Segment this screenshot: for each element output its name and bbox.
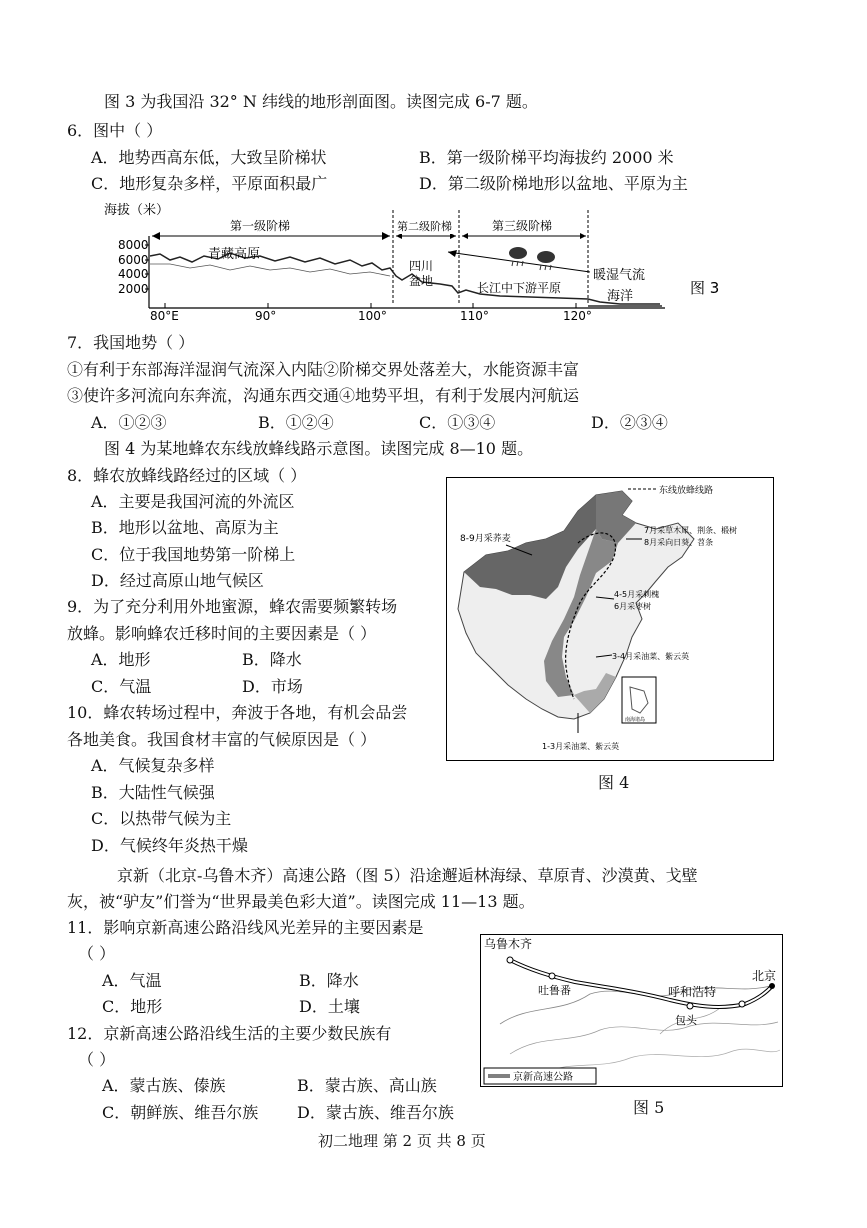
- q10-option-c: C．以热带气候为主: [91, 809, 232, 828]
- fig3-xtick: 80°E: [150, 309, 179, 321]
- fig5-city: 乌鲁木齐: [484, 937, 533, 951]
- fig3-ytick: 8000: [118, 238, 149, 252]
- fig4-label: 3-4月采油菜、紫云英: [612, 652, 690, 661]
- fig3-plateau-label: 青藏高原: [208, 247, 261, 262]
- q9-option-a: A．地形: [91, 650, 151, 669]
- q7-statement-1: ①有利于东部海洋湿润气流深入内陆②阶梯交界处落差大，水能资源丰富: [67, 360, 580, 379]
- q10-stem-line2: 各地美食。我国食材丰富的气候原因是（ ）: [67, 730, 377, 749]
- q7-option-c: C．①③④: [419, 413, 496, 432]
- figure-4-map: [446, 477, 774, 762]
- q11-paren: （ ）: [78, 944, 116, 963]
- fig3-step3-label: 第三级阶梯: [492, 219, 553, 233]
- q9-stem-line1: 9．为了充分利用外地蜜源，蜂农需要频繁转场: [67, 597, 398, 616]
- q12-option-a: A．蒙古族、傣族: [102, 1076, 226, 1095]
- intro-fig4: 图 4 为某地蜂农东线放蜂线路示意图。读图完成 8—10 题。: [104, 439, 534, 458]
- q8-option-b: B．地形以盆地、高原为主: [91, 518, 279, 537]
- q9-option-c: C．气温: [91, 677, 152, 696]
- fig4-label: 6月采枣树: [614, 602, 652, 611]
- fig3-caption: 图 3: [690, 279, 720, 297]
- q6-option-b: B．第一级阶梯平均海拔约 2000 米: [419, 148, 674, 167]
- q9-stem-line2: 放蜂。影响蜂农迁移时间的主要因素是（ ）: [67, 624, 377, 643]
- q7-option-a: A．①②③: [91, 413, 167, 432]
- fig3-xtick: 100°: [358, 309, 387, 321]
- figure-5-map: [480, 934, 784, 1088]
- fig5-city: 北京: [752, 969, 777, 983]
- fig3-airflow-label: 暖湿气流: [593, 268, 646, 283]
- fig4-legend: 东线放蜂线路: [659, 486, 714, 496]
- q7-option-b: B．①②④: [258, 413, 334, 432]
- fig3-ytick: 4000: [118, 267, 149, 281]
- q11-option-c: C．地形: [102, 997, 163, 1016]
- q6-stem: 6．图中（ ）: [67, 121, 163, 140]
- fig3-ytick: 6000: [118, 253, 149, 267]
- fig3-xtick: 120°: [563, 309, 592, 321]
- q7-stem: 7．我国地势（ ）: [67, 333, 195, 352]
- q12-stem: 12．京新高速公路沿线生活的主要少数民族有: [67, 1024, 392, 1043]
- fig3-plain-label: 长江中下游平原: [477, 281, 562, 295]
- fig3-xtick: 90°: [255, 309, 277, 321]
- q10-option-b: B．大陆性气候强: [91, 783, 215, 802]
- q7-option-d: D．②③④: [591, 413, 668, 432]
- q6-option-d: D．第二级阶梯地形以盆地、平原为主: [419, 174, 688, 193]
- fig4-label: 1-3月采油菜、紫云英: [542, 742, 620, 751]
- q8-option-d: D．经过高原山地气候区: [91, 571, 264, 590]
- q6-option-c: C．地形复杂多样，平原面积最广: [91, 174, 328, 193]
- fig3-ytick: 2000: [118, 282, 149, 296]
- q10-option-d: D．气候终年炎热干燥: [91, 836, 248, 855]
- q6-option-a: A．地势西高东低，大致呈阶梯状: [91, 148, 327, 167]
- fig3-step1-label: 第一级阶梯: [230, 219, 291, 233]
- intro-fig3: 图 3 为我国沿 32° N 纬线的地形剖面图。读图完成 6-7 题。: [104, 92, 538, 111]
- fig4-label: 8月采向日葵、苕条: [644, 538, 714, 547]
- intro-fig5-line2: 灰，被“驴友”们誉为“世界最美色彩大道”。读图完成 11—13 题。: [67, 892, 535, 911]
- q12-option-d: D．蒙古族、维吾尔族: [297, 1103, 454, 1122]
- q8-stem: 8．蜂农放蜂线路经过的区域（ ）: [67, 466, 307, 485]
- q11-option-b: B．降水: [299, 971, 359, 990]
- fig4-label: 8-9月采荞麦: [460, 534, 511, 544]
- fig3-xtick: 110°: [460, 309, 489, 321]
- fig4-inset-label: 南海诸岛: [625, 717, 646, 723]
- fig5-city: 呼和浩特: [668, 985, 717, 999]
- fig5-city: 包头: [675, 1014, 697, 1027]
- fig4-label: 7月采草木犀、荆条、椴树: [644, 526, 738, 535]
- q8-option-a: A．主要是我国河流的外流区: [91, 492, 295, 511]
- q12-paren: （ ）: [78, 1050, 116, 1069]
- figure-3-profile: [100, 196, 740, 321]
- fig3-ocean-label: 海洋: [607, 289, 634, 304]
- fig3-basin-label: 盆地: [409, 274, 434, 288]
- fig3-step2-label: 第二级阶梯: [397, 220, 452, 233]
- fig4-label: 4-5月采刺槐: [614, 590, 660, 599]
- fig4-caption: 图 4: [598, 773, 630, 792]
- q7-statement-2: ③使许多河流向东奔流，沟通东西交通④地势平坦，有利于发展内河航运: [67, 386, 580, 405]
- fig3-ylabel: 海拔（米）: [104, 203, 170, 218]
- q8-option-c: C．位于我国地势第一阶梯上: [91, 545, 296, 564]
- q9-option-d: D．市场: [242, 677, 303, 696]
- fig5-city: 吐鲁番: [538, 984, 571, 997]
- q12-option-c: C．朝鲜族、维吾尔族: [102, 1103, 259, 1122]
- q12-option-b: B．蒙古族、高山族: [297, 1076, 437, 1095]
- fig5-caption: 图 5: [633, 1098, 665, 1117]
- q11-option-d: D．土壤: [299, 997, 360, 1016]
- q11-stem: 11．影响京新高速公路沿线风光差异的主要因素是: [67, 918, 424, 937]
- q9-option-b: B．降水: [242, 650, 302, 669]
- intro-fig5-line1: 京新（北京-乌鲁木齐）高速公路（图 5）沿途邂逅林海绿、草原青、沙漠黄、戈壁: [117, 866, 698, 885]
- q10-stem-line1: 10．蜂农转场过程中，奔波于各地，有机会品尝: [67, 703, 408, 722]
- page-footer: 初二地理 第 2 页 共 8 页: [318, 1132, 486, 1150]
- q10-option-a: A．气候复杂多样: [91, 756, 215, 775]
- q11-option-a: A．气温: [102, 971, 162, 990]
- fig3-basin-label: 四川: [409, 259, 434, 273]
- fig5-legend: 京新高速公路: [513, 1072, 573, 1083]
